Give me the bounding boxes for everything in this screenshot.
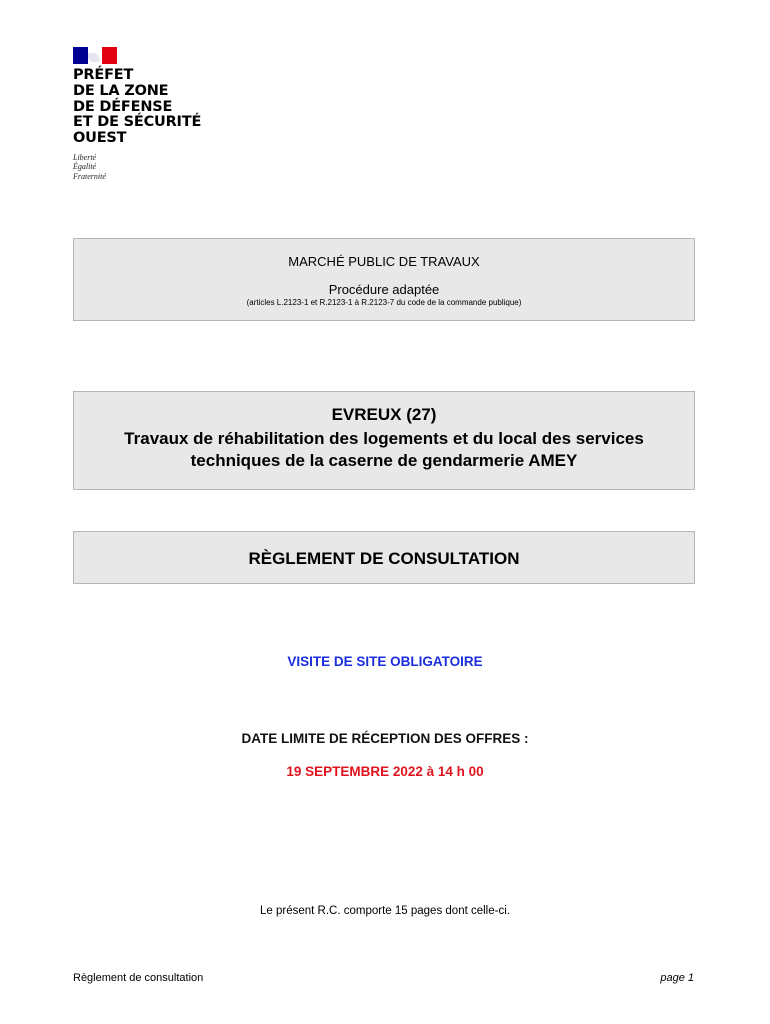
project-description (74, 428, 694, 472)
deadline-date: 19 SEPTEMBRE 2022 à 14 h 00 (286, 764, 484, 779)
project-description-line: techniques de la caserne de gendarmerie AMEY (190, 451, 578, 470)
page-count-notice: Le présent R.C. comporte 15 pages dont celle-ci. (260, 905, 510, 917)
footer-document-name: Règlement de consultation (73, 972, 204, 984)
motto-line: Fraternité (73, 171, 106, 181)
deadline-label: DATE LIMITE DE RÉCEPTION DES OFFRES : (241, 731, 529, 746)
republic-motto (73, 153, 213, 182)
marianne-flag-icon (73, 47, 117, 64)
marche-title: MARCHÉ PUBLIC DE TRAVAUX (288, 254, 480, 269)
prefecture-logo (73, 47, 213, 181)
reglement-box (73, 531, 695, 584)
procedure-label: Procédure adaptée (328, 282, 440, 297)
project-box (73, 391, 695, 490)
prefecture-name-line: OUEST (73, 130, 127, 147)
site-visit-notice: VISITE DE SITE OBLIGATOIRE (287, 654, 483, 669)
project-description-line: Travaux de réhabilitation des logements et du local des services (124, 429, 644, 448)
project-location: EVREUX (27) (331, 405, 437, 424)
marche-info-box (73, 238, 695, 321)
prefecture-name (73, 68, 213, 147)
prefecture-name-line: PRÉFET (73, 67, 134, 83)
prefecture-name-line: DE DÉFENSE (73, 98, 173, 115)
prefecture-name-line: DE LA ZONE (73, 82, 169, 99)
motto-line: Liberté (73, 152, 97, 162)
prefecture-name-line: ET DE SÉCURITÉ (73, 114, 202, 131)
articles-reference: (articles L.2123-1 et R.2123-1 à R.2123-7 du code de la commande publique) (246, 298, 522, 307)
motto-line: Égalité (73, 162, 97, 172)
document-title: RÈGLEMENT DE CONSULTATION (248, 549, 520, 568)
footer-page-number: page 1 (660, 972, 694, 984)
